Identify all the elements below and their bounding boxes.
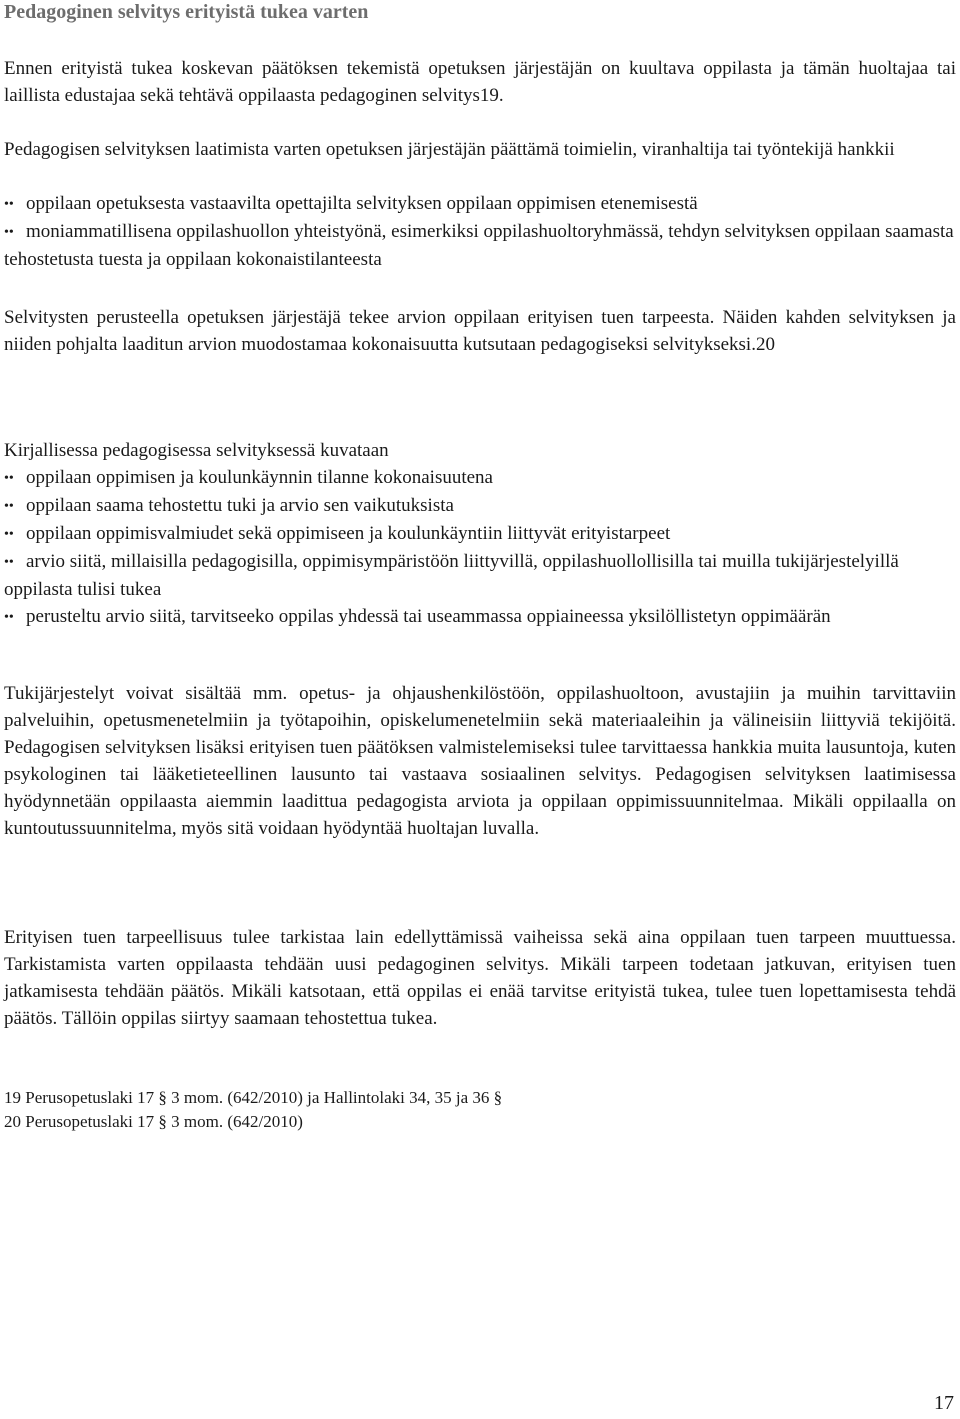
bullet-icon: •• xyxy=(4,555,14,570)
bullet-icon: •• xyxy=(4,499,14,514)
list-item: •• oppilaan oppimisen ja koulunkäynnin tilanne kokonaisuutena xyxy=(4,464,956,492)
footnote-19: 19 Perusopetuslaki 17 § 3 mom. (642/2010) ja Hallintolaki 34, 35 ja 36 § xyxy=(4,1088,503,1107)
section-heading: Pedagoginen selvitys erityistä tukea varten xyxy=(4,1,369,23)
footnote-20: 20 Perusopetuslaki 17 § 3 mom. (642/2010) xyxy=(4,1112,303,1131)
paragraph-selvitys-hankinta: Pedagogisen selvityksen laatimista varten opetuksen järjestäjän päättämä toimielin, viranhaltija tai työntekijä hankkii xyxy=(4,139,895,160)
list-selvityksen-sisalto xyxy=(4,464,956,631)
bullet-icon: •• xyxy=(4,610,14,625)
paragraph-kuvataan: Kirjallisessa pedagogisessa selvityksessä kuvataan xyxy=(4,440,389,461)
paragraph-intro: Ennen erityistä tukea koskevan päätöksen tekemistä opetuksen järjestäjän on kuultava oppilasta ja tämän huoltajaa tai laillista edustajaa sekä tehtävä oppilaasta pedagoginen selvitys19. xyxy=(4,58,956,106)
list-item: •• oppilaan opetuksesta vastaavilta opettajilta selvityksen oppilaan oppimisen etenemisestä xyxy=(4,190,956,218)
bullet-icon: •• xyxy=(4,225,14,240)
bullet-icon: •• xyxy=(4,197,14,212)
list-hankittavat-selvitykset xyxy=(4,190,956,273)
bullet-icon: •• xyxy=(4,527,14,542)
paragraph-arvio: Selvitysten perusteella opetuksen järjestäjä tekee arvion oppilaan erityisen tuen tarpeesta. Näiden kahden selvityksen ja niiden pohjalta laaditun arvion muodostamaa kokonaisuutta kutsutaan pedagogiseksi selvitykseksi.20 xyxy=(4,307,956,355)
bullet-icon: •• xyxy=(4,471,14,486)
list-item: •• oppilaan oppimisvalmiudet sekä oppimiseen ja koulunkäyntiin liittyvät erityistarpeet xyxy=(4,520,956,548)
list-item: •• perusteltu arvio siitä, tarvitseeko oppilas yhdessä tai useammassa oppiaineessa yksilöllistetyn oppimäärän xyxy=(4,603,956,631)
paragraph-tarkistaminen: Erityisen tuen tarpeellisuus tulee tarkistaa lain edellyttämissä vaiheissa sekä aina oppilaan tuen tarpeen muuttuessa. Tarkistamista varten oppilaasta tehdään uusi pedagoginen selvitys. Mikäli tarpeen todetaan jatkuvan, erityisen tuen jatkamisesta tehdään päätös. Mikäli katsotaan, että oppilas ei enää tarvitse erityistä tukea, tulee tuen lopettamisesta tehdä päätös. Tällöin oppilas siirtyy saamaan tehostettua tukea. xyxy=(4,927,956,1029)
paragraph-tukijarjestelyt: Tukijärjestelyt voivat sisältää mm. opetus- ja ohjaushenkilöstöön, oppilashuoltoon, avustajiin ja muihin tarvittaviin palveluihin, opetusmenetelmiin ja työtapoihin, opiskelumenetelmiin sekä materiaaleihin ja välineisiin liittyviä tekijöitä. Pedagogisen selvityksen lisäksi erityisen tuen päätöksen valmistelemiseksi tulee tarvittaessa hankkia muita lausuntoja, kuten psykologinen tai lääketieteellinen lausunto tai vastaava sosiaalinen selvitys. Pedagogisen selvityksen laatimisessa hyödynnetään oppilaasta aiemmin laadittua pedagogista arviota ja oppilaan oppimissuunnitelmaa. Mikäli oppilaalla on kuntoutussuunnitelma, myös sitä voidaan hyödyntää huoltajan luvalla. xyxy=(4,683,956,839)
list-item: •• oppilaan saama tehostettu tuki ja arvio sen vaikutuksista xyxy=(4,492,956,520)
page-number: 17 xyxy=(934,1392,954,1414)
list-item: •• moniammatillisena oppilashuollon yhteistyönä, esimerkiksi oppilashuoltoryhmässä, tehdyn selvityksen oppilaan saamasta tehostetusta tuesta ja oppilaan kokonaistilanteesta xyxy=(4,221,954,270)
list-item: •• arvio siitä, millaisilla pedagogisilla, oppimisympäristöön liittyvillä, oppilashuollollisilla tai muilla tukijärjestelyillä oppilasta tulisi tukea xyxy=(4,551,899,600)
